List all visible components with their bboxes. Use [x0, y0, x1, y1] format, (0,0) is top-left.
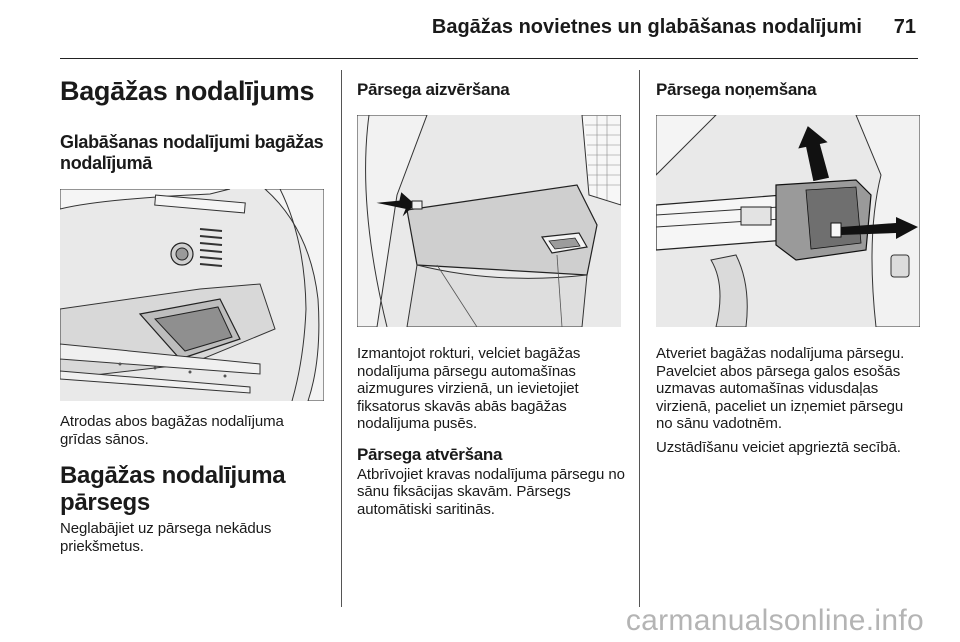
page-number: 71	[893, 16, 916, 38]
column-divider	[639, 70, 640, 607]
storage-text: Atrodas abos bagāžas nodalījuma grīdas sānos.	[60, 413, 284, 448]
header-divider	[60, 58, 918, 59]
opening-text: Atbrīvojiet kravas nodalījuma pārsegu no sānu fiksācijas skavām. Pārsegs automātiski saritinās.	[357, 465, 625, 518]
opening-heading: Pārsega atvēršana	[357, 444, 503, 464]
page-header-title: Bagāžas novietnes un glabāšanas nodalījumi	[431, 16, 862, 38]
column-1	[60, 70, 326, 555]
storage-compartment-illustration	[60, 189, 324, 401]
closing-text: Izmantojot rokturi, velciet bagāžas nodalījuma pārsegu automašīnas aizmugures virzienā, un ievietojiet fiksatorus skavās abās bagāžas nodalījuma pusēs.	[357, 345, 581, 432]
closing-heading: Pārsega aizvēršana	[357, 80, 510, 99]
column-divider	[341, 70, 342, 607]
watermark: carmanualsonline.info	[625, 604, 924, 637]
cover-text: Neglabājiet uz pārsega nekādus priekšmetus.	[60, 520, 272, 555]
column-3	[656, 70, 921, 456]
column-2	[357, 70, 625, 518]
removal-text: Atveriet bagāžas nodalījuma pārsegu. Pavelciet abos pārsega galos esošās uzmavas automašīnas vidusdaļas virzienā, paceliet un izņemiet pārsegu no sānu vadotnēm.	[656, 345, 905, 432]
storage-heading: Glabāšanas nodalījumi bagāžas nodalījumā	[60, 132, 324, 173]
cover-removal-illustration	[656, 115, 920, 327]
cover-closing-illustration	[357, 115, 621, 327]
cover-heading: Bagāžas nodalījuma pārsegs	[60, 462, 286, 516]
section-title: Bagāžas nodalījums	[60, 76, 315, 106]
install-text: Uzstādīšanu veiciet apgrieztā secībā.	[656, 438, 901, 456]
removal-heading: Pārsega noņemšana	[656, 80, 817, 99]
